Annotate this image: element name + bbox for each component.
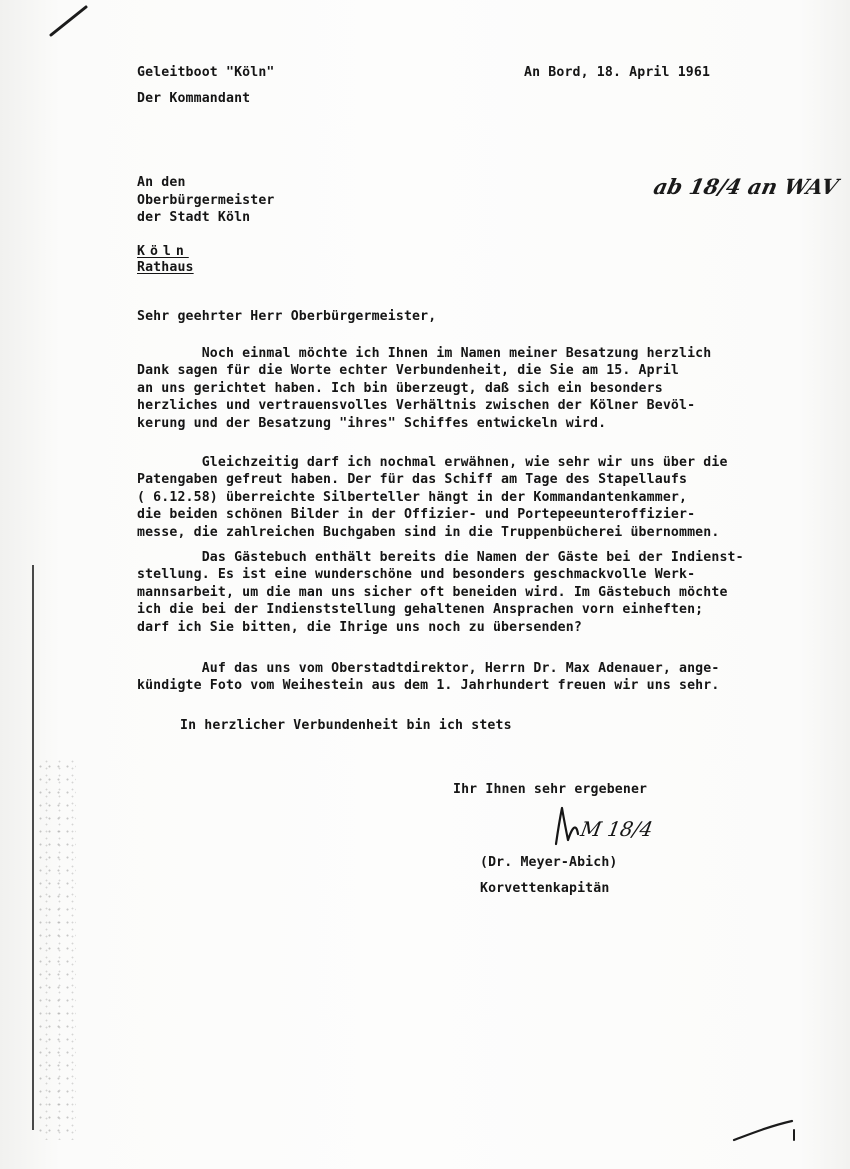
scan-speckle (36, 760, 76, 1140)
recipient-line-2: Oberbürgermeister (137, 192, 275, 208)
handwritten-note (651, 168, 841, 202)
recipient-city-sub: Rathaus (137, 260, 194, 275)
handwritten-signature (548, 800, 655, 852)
salutation: Sehr geehrter Herr Oberbürgermeister, (137, 309, 437, 324)
signer-name: (Dr. Meyer-Abich) (480, 855, 618, 870)
recipient-line-1: An den (137, 175, 186, 190)
recipient-line-3: der Stadt Köln (137, 210, 251, 225)
scan-edge-line (32, 565, 34, 1130)
pen-stroke-mark-bottom (730, 1118, 800, 1144)
body-paragraph-2: Gleichzeitig darf ich nochmal erwähnen, wie sehr wir uns über die Patengaben gefreut haben. Der für das Schiff am Tage des Stapellaufs ( 6.12.58) überreichte Silberteller hängt in der Kommandantenkammer, die beiden schönen Bilder in der Offizier- und Portepeeunteroffizier- messe, die zahlreichen Buchgaben sind in die Truppenbücherei übernommen. (137, 455, 728, 540)
recipient-address (137, 174, 275, 227)
signature-intro: Ihr Ihnen sehr ergebener (453, 782, 648, 797)
svg-text:M 18/4: M 18/4 (578, 817, 655, 841)
sender-title: Der Kommandant (137, 91, 251, 106)
body-paragraph-3: Das Gästebuch enthält bereits die Namen der Gäste bei der Indienst- stellung. Es ist eine wunderschöne und besonders geschmackvolle Werk- mannsarbeit, um die man uns sicher oft beneiden wird. Im Gästebuch möchte ich die bei der Indienststellung gehaltenen Ansprachen vorn einheften; darf ich Sie bitten, die Ihrige uns noch zu übersenden? (137, 550, 744, 635)
recipient-city (137, 243, 189, 260)
recipient-city-name: Köln (137, 244, 189, 259)
closing-line: In herzlicher Verbundenheit bin ich stets (180, 718, 512, 733)
body-paragraph-1: Noch einmal möchte ich Ihnen im Namen meiner Besatzung herzlich Dank sagen für die Worte echter Verbundenheit, die Sie am 15. April an uns gerichtet haben. Ich bin überzeugt, daß sich ein besonders herzliches und vertrauensvolles Verhältnis zwischen der Kölner Bevöl- kerung und der Besatzung "ihres" Schiffes entwickeln wird. (137, 346, 712, 431)
place-date: An Bord, 18. April 1961 (524, 65, 711, 80)
svg-text:ab 18/4 an WAV: ab 18/4 an WAV (651, 175, 841, 200)
body-paragraph-4: Auf das uns vom Oberstadtdirektor, Herrn Dr. Max Adenauer, ange- kündigte Foto vom Weihestein aus dem 1. Jahrhundert freuen wir uns sehr. (137, 661, 720, 694)
signer-rank: Korvettenkapitän (480, 881, 610, 896)
sender-name: Geleitboot "Köln" (137, 65, 275, 80)
pen-stroke-mark (48, 4, 90, 38)
